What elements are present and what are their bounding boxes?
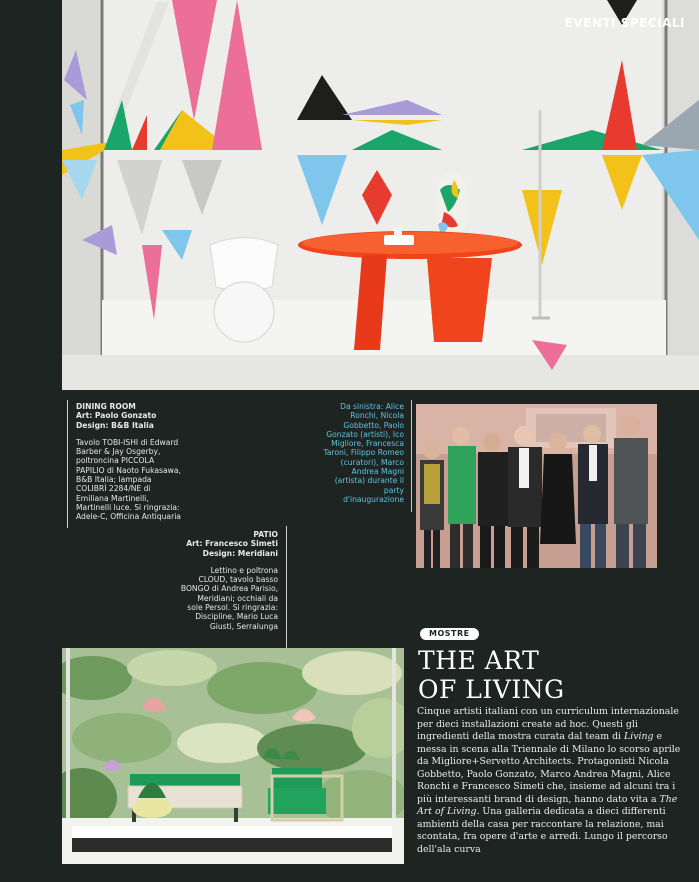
caption-body: Da sinistra: Alice Ronchi, Nicola Gobbetto, Paolo Gonzato (artisti), Ico Migliore, Francesca Taroni, Filippo Romeo (curatori), Marco Andrea Magni (artista) durante il party d'inaugurazione xyxy=(323,402,404,504)
dining-room-photo xyxy=(62,0,699,390)
caption-design-credit: Design: Meridiani xyxy=(202,548,278,558)
body-text-part-1: Cinque artisti italiani con un curriculum internazionale per dieci installazioni create ad hoc. Questi gli ingredienti della mostra curata dal team di xyxy=(417,706,679,742)
caption-art-credit: Art: Paolo Gonzato xyxy=(76,411,157,421)
article-headline xyxy=(418,646,688,704)
dining-room-illustration xyxy=(62,0,699,390)
caption-art-credit: Art: Francesco Simeti xyxy=(186,539,278,549)
exhibition-title: The Art of Living xyxy=(417,793,678,817)
caption-body: Tavolo TOBI-ISHI di Edward Barber & Jay Osgerby, poltroncina PICCOLA PAPILIO di Naoto Fukasawa, B&B Italia; lampada COLIBRÌ 2284/NE di Emiliana Martinelli, Martinelli luce. Si ringrazia: Adele-C, Officina Antiquaria xyxy=(76,437,181,522)
people-caption xyxy=(322,402,404,504)
group-portrait-illustration xyxy=(416,404,657,568)
patio-caption xyxy=(180,530,278,631)
ceramic-vase xyxy=(434,172,470,238)
body-text-part-3: . Una galleria dedicata a dieci differenti ambienti della casa per raccontare la relazione, mai scontata, fra opere d'arte e arredi. Lungo il percorso dell'ala curva xyxy=(417,806,668,855)
category-badge: MOSTRE xyxy=(420,628,479,640)
caption-heading: DINING ROOM xyxy=(76,402,136,411)
dining-room-caption xyxy=(76,402,184,522)
patio-illustration xyxy=(62,648,404,864)
caption-rule xyxy=(286,526,287,654)
people-photo xyxy=(416,404,657,568)
caption-heading: PATIO xyxy=(253,530,278,539)
article-body xyxy=(417,706,693,856)
patio-photo xyxy=(62,648,404,864)
headline-line-2: OF LIVING xyxy=(418,675,565,704)
headline-line-1: THE ART xyxy=(418,646,540,675)
caption-rule xyxy=(67,400,68,528)
section-tag: EVENTI SPECIALI xyxy=(564,16,685,30)
caption-design-credit: Design: B&B Italia xyxy=(76,420,154,430)
body-text-part-2: e messa in scena alla Triennale di Milano lo scorso aprile da Migliore+Servetto Architects. Protagonisti Nicola Gobbetto, Paolo Gonzato, Marco Andrea Magni, Alice Ronchi e Francesco Simeti che, insieme ad alcuni tra i più interessanti brand di design, hanno dato vita a xyxy=(417,731,681,805)
caption-rule xyxy=(411,400,412,512)
magazine-name: Living xyxy=(624,731,654,742)
caption-body: Lettino e poltrona CLOUD, tavolo basso BONGO di Andrea Parisio, Meridiani; occhiali da sole Persol. Si ringrazia: Discipline, Mario Luca Giusti, Serralunga xyxy=(180,565,278,631)
